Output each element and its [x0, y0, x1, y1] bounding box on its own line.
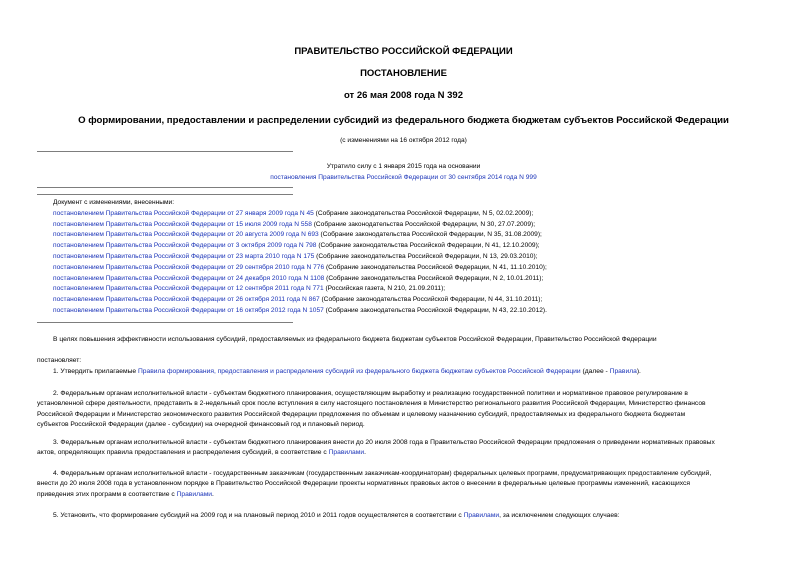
doc-type-heading: ПОСТАНОВЛЕНИЕ: [360, 68, 447, 79]
paragraph-1: 1. Утвердить прилагаемые Правила формирования, предоставления и распределения субсидий из федерального бюджета бюджетам субъектов Российской Федерации (далее - Правила).: [53, 368, 641, 375]
amendment-link[interactable]: постановлением Правительства Российской Федерации от 3 октября 2009 года N 798: [53, 242, 317, 250]
page-title: О формировании, предоставлении и распределении субсидий из федерального бюджета бюджетам субъектов Российской Федерации: [78, 115, 729, 126]
paragraph-4: 4. Федеральным органам исполнительной власти - государственным заказчикам (государственным заказчикам-координаторам) федеральных целевых программ, предусматривающих предоставление субсидий, внести до 20 июля 2008 года в установленном порядке в Правительство Российской Федерации проекты нормативных правовых актов о внесении в федеральные целевые программы изменений, касающихся приведения этих программ в соответствие с Правилами.: [37, 470, 712, 498]
list-item: постановлением Правительства Российской Федерации от 15 июля 2009 года N 558 (Собрание законодательства Российской Федерации, N 30, 27.07.2009);: [53, 220, 536, 228]
rules-link[interactable]: Правилами: [328, 449, 365, 457]
list-item: постановлением Правительства Российской Федерации от 3 октября 2009 года N 798 (Собрание законодательства Российской Федерации, N 41, 12.10.2009);: [53, 242, 540, 250]
amendment-link[interactable]: постановлением Правительства Российской Федерации от 27 января 2009 года N 45: [53, 209, 314, 217]
validity-note: Утратило силу с 1 января 2015 года на основании: [326, 163, 481, 170]
amendments-list: [53, 198, 547, 317]
divider: [37, 187, 293, 188]
list-item: постановлением Правительства Российской Федерации от 23 марта 2010 года N 175 (Собрание законодательства Российской Федерации, N 13, 29.03.2010);: [53, 252, 538, 260]
amendment-link[interactable]: постановлением Правительства Российской Федерации от 26 октября 2011 года N 867: [53, 296, 320, 304]
list-item: постановлением Правительства Российской Федерации от 24 декабря 2010 года N 1108 (Собрание законодательства Российской Федерации, N 2, 10.01.2011);: [53, 274, 544, 282]
divider: [37, 151, 293, 152]
amendment-link[interactable]: постановлением Правительства Российской Федерации от 16 октября 2012 года N 1057: [53, 306, 324, 314]
divider: [37, 322, 293, 323]
rules-link[interactable]: Правила формирования, предоставления и распределения субсидий из федерального бюджета бюджетам субъектов Российской Федерации: [137, 368, 581, 375]
list-item: постановлением Правительства Российской Федерации от 20 августа 2009 года N 693 (Собрание законодательства Российской Федерации, N 35, 31.08.2009);: [53, 231, 542, 239]
amendment-link[interactable]: постановлением Правительства Российской Федерации от 23 марта 2010 года N 175: [53, 252, 315, 260]
paragraph-3: 3. Федеральным органам исполнительной власти - субъектам бюджетного планирования внести до 20 июля 2008 года в Правительство Российской Федерации предложения о приведении нормативных правовых актов, определяющих правила предоставления и распределения субсидий, в соответствие с Правилами.: [37, 439, 715, 457]
rules-short-link[interactable]: Правила: [609, 368, 637, 375]
amendment-link[interactable]: постановлением Правительства Российской Федерации от 12 сентября 2011 года N 771: [53, 285, 324, 293]
rules-link[interactable]: Правилами: [176, 490, 213, 498]
amendment-link[interactable]: постановлением Правительства Российской Федерации от 15 июля 2009 года N 558: [53, 220, 312, 228]
amendment-link[interactable]: постановлением Правительства Российской Федерации от 24 декабря 2010 года N 1108: [53, 274, 325, 282]
validity-link[interactable]: постановления Правительства Российской Федерации от 30 сентября 2014 года N 999: [270, 174, 537, 181]
amendment-link[interactable]: постановлением Правительства Российской Федерации от 20 августа 2009 года N 693: [53, 231, 319, 239]
list-item: постановлением Правительства Российской Федерации от 27 января 2009 года N 45 (Собрание законодательства Российской Федерации, N 5, 02.02.2009);: [53, 209, 534, 217]
amendments-intro: Документ с изменениями, внесенными:: [53, 199, 175, 206]
revision-note: (с изменениями на 16 октября 2012 года): [340, 137, 467, 144]
paragraph-2: 2. Федеральным органам исполнительной власти - субъектам бюджетного планирования, осуществляющим выработку и реализацию государственной политики и нормативное правовое регулирование в установленной сфере деятельности, представить в 2-недельный срок после вступления в силу настоящего постановления в Министерство регионального развития Российской Федерации, Министерство финансов Российской Федерации и Министерство экономического развития Российской Федерации предложения по объемам и целевому назначению субсидий, предоставляемых из федерального бюджета бюджетам субъектов Российской Федерации (далее - субсидии) на очередной финансовый год и плановый период.: [37, 390, 706, 428]
date-number-heading: от 26 мая 2008 года N 392: [343, 90, 464, 101]
resolves-label: постановляет:: [37, 357, 82, 364]
government-heading: ПРАВИТЕЛЬСТВО РОССИЙСКОЙ ФЕДЕРАЦИИ: [294, 46, 513, 57]
divider: [37, 194, 293, 195]
list-item: постановлением Правительства Российской Федерации от 16 октября 2012 года N 1057 (Собрание законодательства Российской Федерации, N 43, 22.10.2012).: [53, 306, 547, 314]
preamble: В целях повышения эффективности использования субсидий, предоставляемых из федерального бюджета бюджетам субъектов Российской Федерации, Правительство Российской Федерации: [53, 336, 657, 343]
list-item: постановлением Правительства Российской Федерации от 29 сентября 2010 года N 776 (Собрание законодательства Российской Федерации, N 41, 11.10.2010);: [53, 263, 547, 271]
paragraph-5: 5. Установить, что формирование субсидий на 2009 год и на плановый период 2010 и 2011 годов осуществляется в соответствии с Правилами, за исключением следующих случаев:: [53, 512, 620, 519]
list-item: постановлением Правительства Российской Федерации от 12 сентября 2011 года N 771 (Российская газета, N 210, 21.09.2011);: [53, 285, 446, 293]
list-item: постановлением Правительства Российской Федерации от 26 октября 2011 года N 867 (Собрание законодательства Российской Федерации, N 44, 31.10.2011);: [53, 296, 543, 304]
amendment-link[interactable]: постановлением Правительства Российской Федерации от 29 сентября 2010 года N 776: [53, 263, 325, 271]
rules-link[interactable]: Правилами: [463, 512, 500, 519]
